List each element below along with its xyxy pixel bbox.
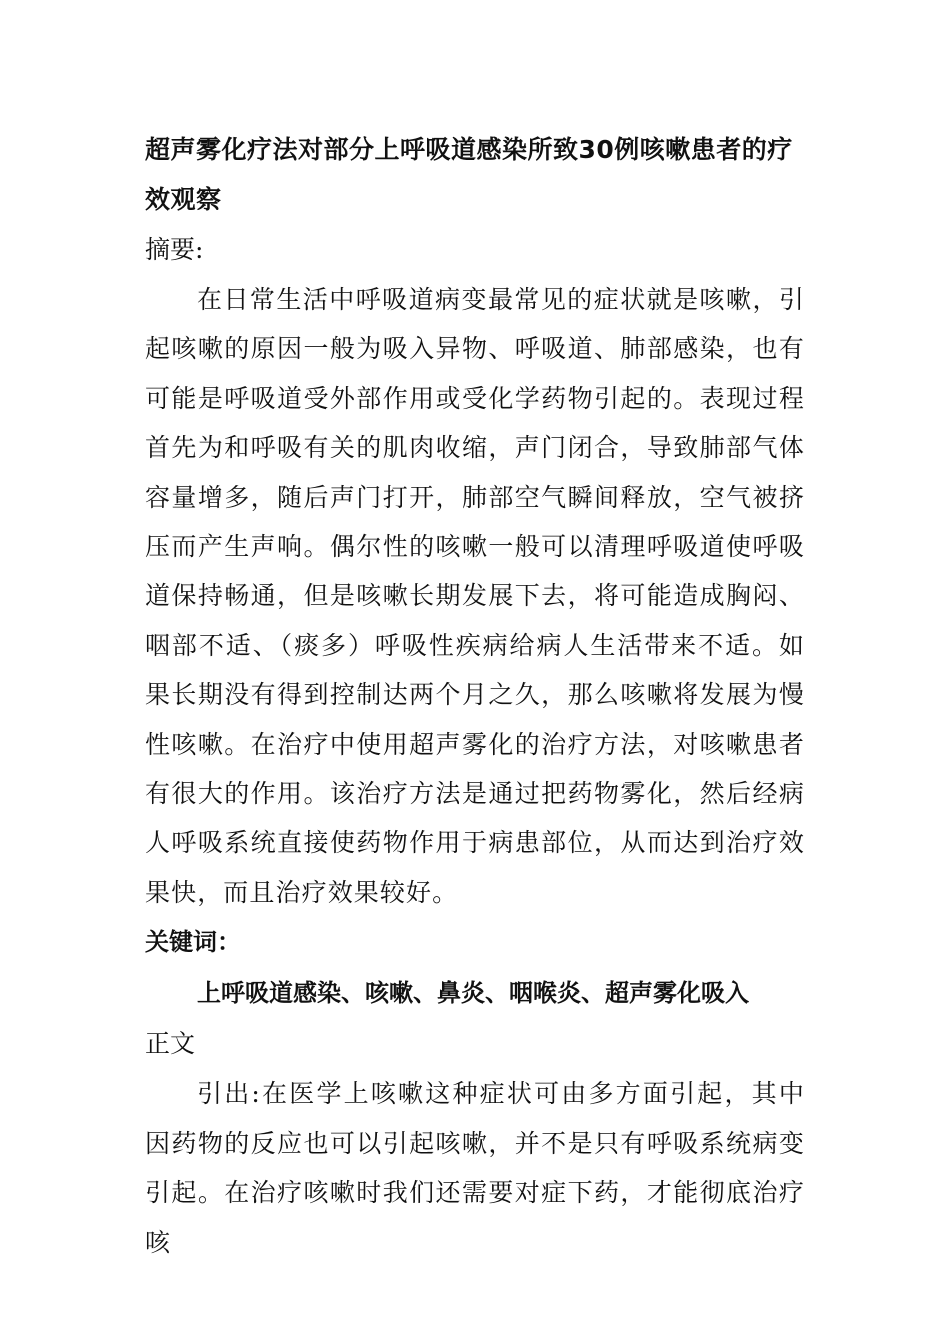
document-title: 超声雾化疗法对部分上呼吸道感染所致30例咳嗽患者的疗效观察 — [145, 135, 793, 214]
keywords-text: 上呼吸道感染、咳嗽、鼻炎、咽喉炎、超声雾化吸入 — [197, 979, 749, 1008]
abstract-label: 摘要: — [145, 235, 204, 264]
body-label: 正文 — [145, 1029, 196, 1059]
keywords-label: 关键词： — [145, 928, 241, 957]
abstract-paragraph: 在日常生活中呼吸道病变最常见的症状就是咳嗽，引起咳嗽的原因一般为吸入异物、呼吸道、肺部感染，也有可能是呼吸道受外部作用或受化学药物引起的。表现过程首先为和呼吸有关的肌肉收缩，声门闭合，导致肺部气体容量增多，随后声门打开，肺部空气瞬间释放，空气被挤压而产生声响。偶尔性的咳嗽一般可以清理呼吸道使呼吸道保持畅通，但是咳嗽长期发展下去，将可能造成胸闷、咽部不适、（痰多）呼吸性疾病给病人生活带来不适。如果长期没有得到控制达两个月之久，那么咳嗽将发展为慢性咳嗽。在治疗中使用超声雾化的治疗方法，对咳嗽患者有很大的作用。该治疗方法是通过把药物雾化，然后经病人呼吸系统直接使药物作用于病患部位，从而达到治疗效果快，而且治疗效果较好。 — [145, 285, 805, 907]
body-paragraph: 引出:在医学上咳嗽这种症状可由多方面引起，其中因药物的反应也可以引起咳嗽，并不是只有呼吸系统病变引起。在治疗咳嗽时我们还需要对症下药，才能彻底治疗咳 — [145, 1079, 805, 1257]
document-page — [145, 125, 805, 1267]
